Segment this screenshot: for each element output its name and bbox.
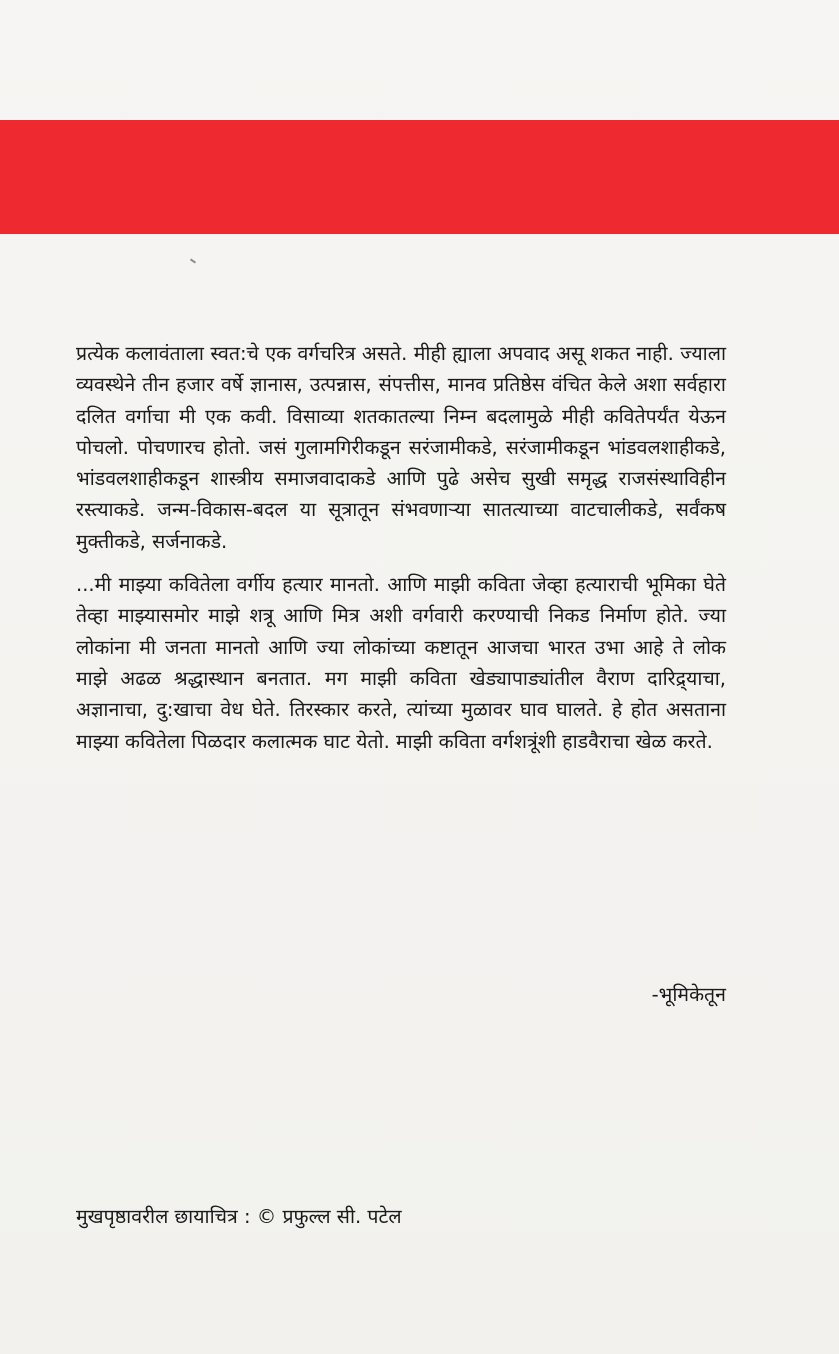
red-band [0,120,839,234]
blurb-paragraph-1: प्रत्येक कलावंताला स्वत:चे एक वर्गचरित्र असते. मीही ह्याला अपवाद असू शकत नाही. ज्याला व्यवस्थेने तीन हजार वर्षे ज्ञानास, उत्पन्नास, संपत्तीस, मानव प्रतिष्ठेस वंचित केले अशा सर्वहारा दलित वर्गाचा मी एक कवी. विसाव्या शतकातल्या निम्न बदलामुळे मीही कवितेपर्यंत येऊन पोचलो. पोचणारच होतो. जसं गुलामगिरीकडून सरंजामीकडे, सरंजामीकडून भांडवलशाहीकडे, भांडवलशाहीकडून शास्त्रीय समाजवादाकडे आणि पुढे असेच सुखी समृद्ध राजसंस्थाविहीन रस्त्याकडे. जन्म-विकास-बदल या सूत्रातून संभवणाऱ्या सातत्याच्या वाटचालीकडे, सर्वंकष मुक्तीकडे, सर्जनाकडे. [76,342,726,553]
blurb-text [76,338,726,757]
print-speck [190,258,196,263]
photo-credit: मुखपृष्ठावरील छायाचित्र : © प्रफुल्ल सी. पटेल [76,1205,402,1228]
source-note: -भूमिकेतून [651,983,726,1006]
blurb-paragraph-2: ...मी माझ्या कवितेला वर्गीय हत्यार मानतो. आणि माझी कविता जेव्हा हत्याराची भूमिका घेते तेव्हा माझ्यासमोर माझे शत्रू आणि मित्र अशी वर्गवारी करण्याची निकड निर्माण होते. ज्या लोकांना मी जनता मानतो आणि ज्या लोकांच्या कष्टातून आजचा भारत उभा आहे ते लोक माझे अढळ श्रद्धास्थान बनतात. मग माझी कविता खेड्यापाड्यांतील वैराण दारिद्र्याचा, अज्ञानाचा, दु:खाचा वेध घेते. तिरस्कार करते, त्यांच्या मुळावर घाव घालते. हे होत असताना माझ्या कवितेला पिळदार कलात्मक घाट येतो. माझी कविता वर्गशत्रूंशी हाडवैराचा खेळ करते. [76,573,726,753]
